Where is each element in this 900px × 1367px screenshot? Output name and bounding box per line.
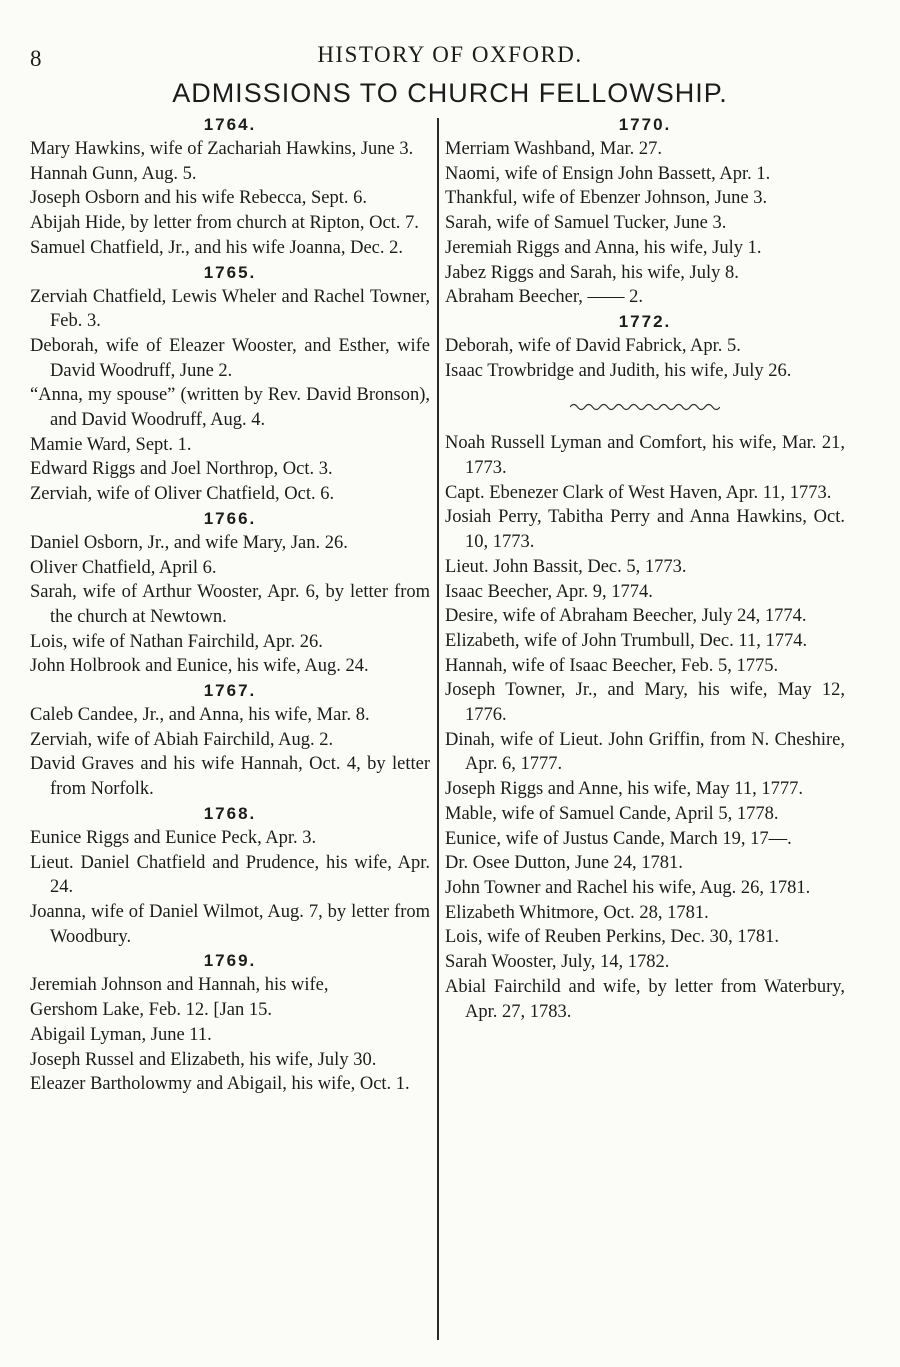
admission-entry: Zerviah, wife of Oliver Chatfield, Oct. 6. bbox=[30, 484, 335, 505]
admission-entry: Edward Riggs and Joel Northrop, Oct. 3. bbox=[30, 459, 333, 480]
admission-entry: Naomi, wife of Ensign John Bassett, Apr. 1. bbox=[445, 163, 771, 184]
admission-entry: John Holbrook and Eunice, his wife, Aug. 24. bbox=[30, 656, 369, 677]
admission-entry: Abial Fairchild and wife, by letter from Waterbury, Apr. 27, 1783. bbox=[445, 976, 845, 1022]
admission-entry: Elizabeth Whitmore, Oct. 28, 1781. bbox=[445, 902, 709, 923]
admission-entry: Merriam Washband, Mar. 27. bbox=[445, 139, 663, 159]
admission-entry: Joseph Osborn and his wife Rebecca, Sept. 6. bbox=[30, 188, 368, 209]
admission-entry: David Graves and his wife Hannah, Oct. 4, by letter from Norfolk. bbox=[30, 754, 430, 800]
admission-entry: Joseph Towner, Jr., and Mary, his wife, May 12, 1776. bbox=[445, 680, 845, 726]
admission-entry: Deborah, wife of David Fabrick, Apr. 5. bbox=[445, 335, 741, 356]
wavy-separator bbox=[445, 383, 845, 431]
admission-entry: Oliver Chatfield, April 6. bbox=[30, 557, 217, 578]
admission-entry: Lieut. John Bassit, Dec. 5, 1773. bbox=[445, 556, 687, 577]
admission-entry: Samuel Chatfield, Jr., and his wife Joanna, Dec. 2. bbox=[30, 237, 403, 258]
admission-entry: “Anna, my spouse” (written by Rev. David Bronson), and David Woodruff, Aug. 4. bbox=[30, 385, 430, 431]
admission-entry: Jabez Riggs and Sarah, his wife, July 8. bbox=[445, 262, 739, 283]
admission-entry: Dr. Osee Dutton, June 24, 1781. bbox=[445, 853, 683, 874]
admission-entry: Lois, wife of Reuben Perkins, Dec. 30, 1781. bbox=[445, 927, 779, 948]
admission-entry: Hannah, wife of Isaac Beecher, Feb. 5, 1775. bbox=[445, 655, 779, 676]
year-heading-1764: 1764. bbox=[203, 115, 257, 134]
admission-entry: Sarah Wooster, July, 14, 1782. bbox=[445, 952, 670, 973]
admission-entry: Deborah, wife of Eleazer Wooster, and Esther, wife David Woodruff, June 2. bbox=[30, 335, 430, 381]
admission-entry: Gershom Lake, Feb. 12. [Jan 15. bbox=[30, 1000, 272, 1021]
entry-list-1769 bbox=[30, 973, 430, 1097]
admission-entry: Hannah Gunn, Aug. 5. bbox=[30, 163, 197, 184]
admission-entry: Mary Hawkins, wife of Zachariah Hawkins, June 3. bbox=[30, 139, 414, 159]
entry-list-1767 bbox=[30, 703, 430, 802]
year-heading-1768: 1768. bbox=[203, 803, 257, 823]
admission-entry: Noah Russell Lyman and Comfort, his wife, Mar. 21, 1773. bbox=[445, 433, 845, 479]
column-divider bbox=[437, 118, 439, 1340]
admission-entry: Eleazer Bartholowmy and Abigail, his wife, Oct. 1. bbox=[30, 1074, 410, 1095]
admission-entry: Abraham Beecher, —— 2. bbox=[445, 287, 644, 308]
admission-entry: Abigail Lyman, June 11. bbox=[30, 1024, 212, 1045]
admission-entry: John Towner and Rachel his wife, Aug. 26, 1781. bbox=[445, 877, 811, 898]
year-heading-1769: 1769. bbox=[203, 951, 257, 971]
admission-entry: Joanna, wife of Daniel Wilmot, Aug. 7, by letter from Woodbury. bbox=[30, 901, 430, 947]
entry-list-1766 bbox=[30, 531, 430, 679]
admission-entry: Zerviah Chatfield, Lewis Wheler and Rachel Towner, Feb. 3. bbox=[30, 286, 430, 332]
admission-entry: Isaac Beecher, Apr. 9, 1774. bbox=[445, 581, 653, 602]
entry-list-1772 bbox=[445, 334, 845, 383]
year-heading-1766: 1766. bbox=[203, 508, 257, 528]
admission-entry: Lieut. Daniel Chatfield and Prudence, his wife, Apr. 24. bbox=[30, 852, 430, 898]
admission-entry: Eunice Riggs and Eunice Peck, Apr. 3. bbox=[30, 827, 317, 848]
running-head: HISTORY OF OXFORD. bbox=[317, 42, 583, 67]
admission-entry: Isaac Trowbridge and Judith, his wife, July 26. bbox=[445, 360, 792, 381]
admission-entry: Joseph Riggs and Anne, his wife, May 11, 1777. bbox=[445, 779, 803, 800]
page-number: 8 bbox=[30, 46, 42, 71]
admission-entry: Caleb Candee, Jr., and Anna, his wife, Mar. 8. bbox=[30, 705, 370, 726]
admission-entry: Jeremiah Riggs and Anna, his wife, July 1. bbox=[445, 237, 762, 258]
admission-entry: Sarah, wife of Samuel Tucker, June 3. bbox=[445, 213, 727, 234]
admission-entry: Thankful, wife of Ebenzer Johnson, June 3. bbox=[445, 188, 768, 209]
entry-list-1764 bbox=[30, 137, 430, 261]
admission-entry: Dinah, wife of Lieut. John Griffin, from N. Cheshire, Apr. 6, 1777. bbox=[445, 729, 845, 775]
year-heading-1772: 1772. bbox=[618, 311, 672, 331]
section-title: ADMISSIONS TO CHURCH FELLOWSHIP. bbox=[172, 78, 728, 108]
admission-entry: Mable, wife of Samuel Cande, April 5, 1778. bbox=[445, 803, 779, 824]
admission-entry: Eunice, wife of Justus Cande, March 19, 17—. bbox=[445, 828, 792, 849]
entry-list-1765 bbox=[30, 285, 430, 507]
admission-entry: Capt. Ebenezer Clark of West Haven, Apr. 11, 1773. bbox=[445, 482, 832, 503]
entry-list-1770 bbox=[445, 137, 845, 310]
admission-entry: Desire, wife of Abraham Beecher, July 24, 1774. bbox=[445, 606, 807, 627]
entry-list-later bbox=[445, 431, 845, 1024]
admission-entry: Joseph Russel and Elizabeth, his wife, July 30. bbox=[30, 1049, 377, 1070]
year-heading-1767: 1767. bbox=[203, 681, 257, 701]
admission-entry: Jeremiah Johnson and Hannah, his wife, bbox=[30, 975, 329, 996]
admission-entry: Elizabeth, wife of John Trumbull, Dec. 11, 1774. bbox=[445, 630, 808, 651]
admission-entry: Lois, wife of Nathan Fairchild, Apr. 26. bbox=[30, 631, 323, 652]
year-heading-1770: 1770. bbox=[618, 115, 672, 134]
admission-entry: Daniel Osborn, Jr., and wife Mary, Jan. 26. bbox=[30, 532, 348, 553]
admission-entry: Josiah Perry, Tabitha Perry and Anna Hawkins, Oct. 10, 1773. bbox=[445, 507, 845, 553]
admission-entry: Zerviah, wife of Abiah Fairchild, Aug. 2. bbox=[30, 729, 334, 750]
year-heading-1765: 1765. bbox=[203, 262, 257, 282]
admission-entry: Sarah, wife of Arthur Wooster, Apr. 6, by letter from the church at Newtown. bbox=[30, 582, 430, 627]
admission-entry: Mamie Ward, Sept. 1. bbox=[30, 434, 192, 455]
right-column bbox=[445, 113, 845, 1024]
entry-list-1768 bbox=[30, 826, 430, 950]
admission-entry: Abijah Hide, by letter from church at Ripton, Oct. 7. bbox=[30, 213, 419, 234]
left-column bbox=[30, 113, 430, 1097]
